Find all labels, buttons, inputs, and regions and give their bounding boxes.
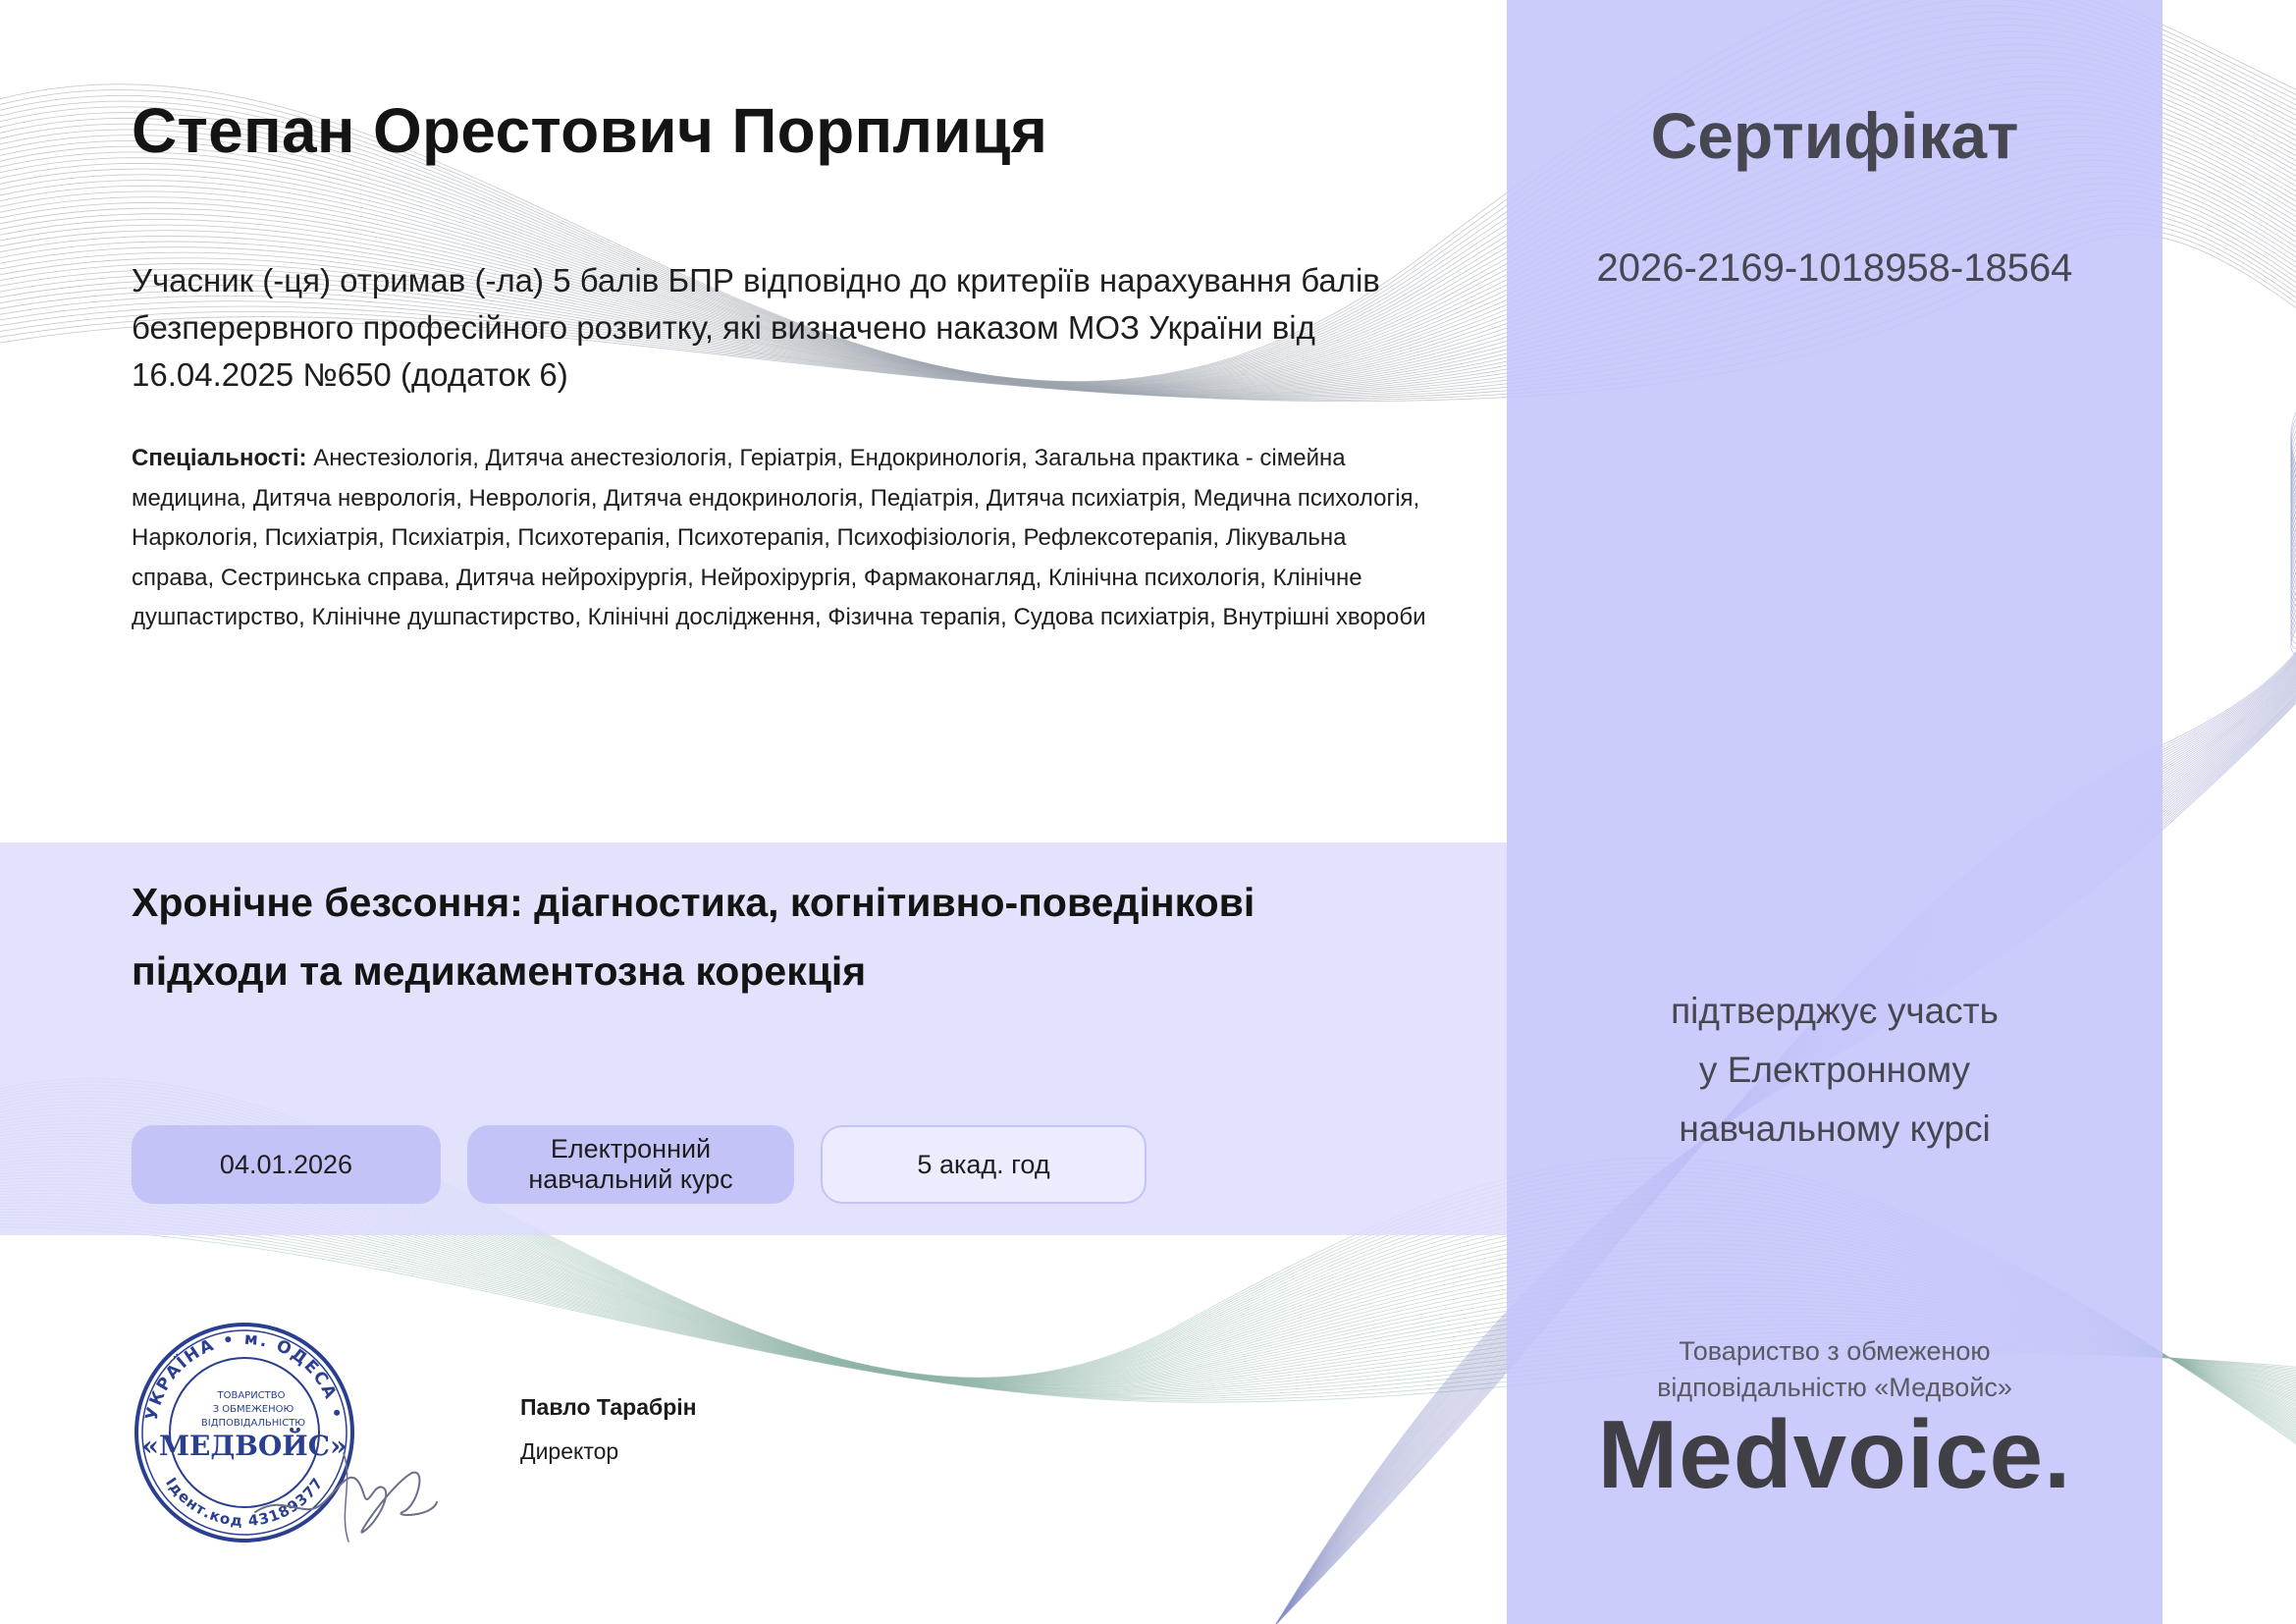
course-date-badge (132, 1125, 441, 1204)
company-line-1: Товариство з обмеженою (1679, 1336, 1991, 1366)
certificate-title: Сертифікат (1650, 99, 2019, 172)
course-title: Хронічне безсоння: діагностика, когнітивно-поведінкові підходи та медикаментозна корекція (132, 880, 1255, 994)
specialties-label: Спеціальності: (132, 445, 307, 471)
certificate-number: 2026-2169-1018958-18564 (1596, 246, 2073, 290)
confirmation-line-1: підтверджує участь (1671, 991, 1999, 1031)
seal-outer-text: УКРАЇНА • м. ОДЕСА • (141, 1328, 347, 1423)
specialties (132, 439, 1427, 638)
signer-name: Павло Тарабрін (520, 1394, 697, 1420)
seal-inner-line-2: З ОБМЕЖЕНОЮ (212, 1404, 294, 1415)
specialties-list: Анестезіологія, Дитяча анестезіологія, Геріатрія, Ендокринологія, Загальна практика - сімейна медицина, Дитяча неврологія, Неврологія, Дитяча ендокринологія, Педіатрія, Дитяча психіатрія, Медична психологія, Наркологія, Психіатрія, Психіатрія, Психотерапія, Психотерапія, Психофізіологія, Рефлексотерапія, Лікувальна справа, Сестринська справа, Дитяча нейрохірургія, Нейрохірургія, Фармаконагляд, Клінічна психологія, Клінічне душпастирство, Клінічне душпастирство, Клінічні дослідження, Фізична терапія, Судова психіатрія, Внутрішні хвороби (132, 445, 1426, 630)
company-name (1507, 1333, 2163, 1406)
course-hours: 5 акад. год (917, 1149, 1050, 1179)
company-line-2: відповідальністю «Медвойс» (1657, 1373, 2012, 1402)
confirmation-line-3: навчальному курсі (1679, 1109, 1991, 1149)
seal-bottom-text: Ідент.код 43189377 (162, 1474, 327, 1531)
course-type: Електронний навчальний курс (528, 1134, 733, 1194)
participant-name: Степан Орестович Порплиця (132, 95, 1048, 166)
course-hours-badge (821, 1125, 1147, 1204)
course-type-badge (467, 1125, 794, 1204)
seal-inner-line-1: ТОВАРИСТВО (217, 1390, 286, 1401)
director-signature-icon (245, 1424, 442, 1551)
course-date: 04.01.2026 (219, 1149, 353, 1179)
signer-role: Директор (520, 1438, 619, 1464)
confirmation-line-2: у Електронному (1698, 1050, 1971, 1090)
seal-company-name: «МЕДВОЙС» (141, 1430, 347, 1462)
cpd-points-description: Учасник (-ця) отримав (-ла) 5 балів БПР відповідно до критеріїв нарахування балів безперервного професійного розвитку, які визначено наказом МОЗ України від 16.04.2025 №650 (додаток 6) (132, 262, 1380, 393)
medvoice-logo: Medvoice. (1597, 1400, 2072, 1508)
seal-inner-line-3: ВІДПОВІДАЛЬНІСТЮ (200, 1418, 306, 1429)
confirmation-text (1507, 982, 2163, 1159)
